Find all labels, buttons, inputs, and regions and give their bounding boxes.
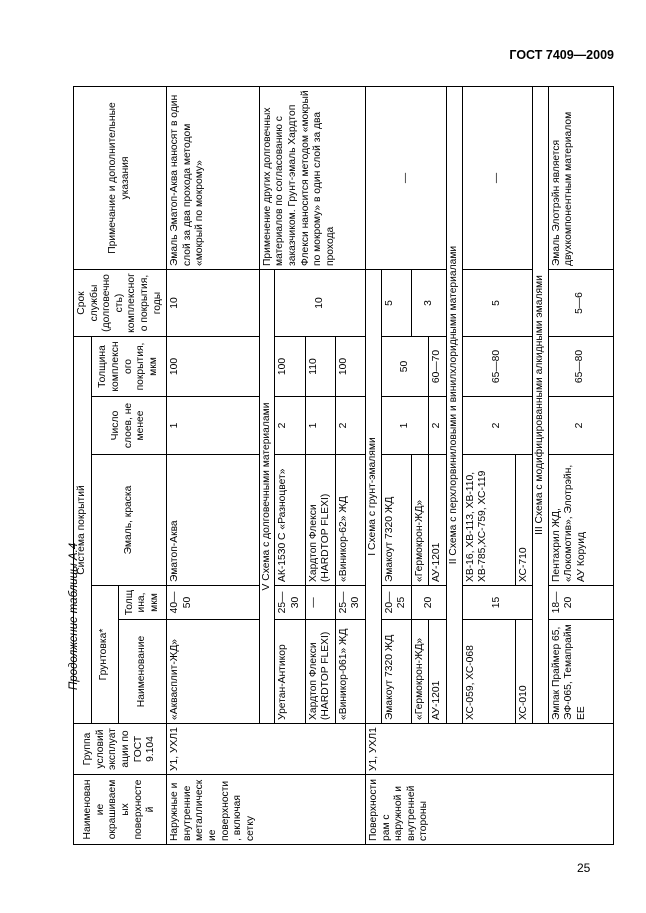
cell-thickness: 25—30	[335, 586, 365, 620]
col-enamel: Эмаль, краска	[91, 455, 167, 586]
cell-life: 5—6	[548, 270, 613, 337]
cell-note: —	[365, 87, 446, 270]
cell-group: У1, УХЛ1	[365, 724, 613, 775]
cell-note: Применение других долговечных материалов по согласованию с заказчиком. Грунт-эмаль Хардтоп Флекси наносится методом «мокрый по мокрому» в один слой за два прохода	[259, 87, 365, 270]
col-group: Группа условий эксплуатации по ГОСТ 9.104	[74, 724, 167, 775]
cell-total: 100	[275, 337, 305, 397]
cell-thickness: 15	[462, 586, 533, 620]
cell-enamel: Пентахрил ЖД, «Локомотив», Элотрэйн, АУ Коруид	[548, 455, 613, 586]
section-v-title: V Схема с долговечными материалами	[259, 270, 275, 724]
cell-thickness: —	[305, 586, 335, 620]
table-row	[167, 87, 260, 845]
cell-total: 100	[167, 337, 260, 397]
col-primer: Грунтовка*	[91, 586, 118, 724]
cell-enamel: Хардтоп Флекси (HARDTOP FLEXI)	[305, 455, 335, 586]
cell-enamel: Эмакоут 7320 ЖД	[381, 455, 411, 586]
cell-surface: Наружные и внутренние металлические поверхности, включая сетку	[167, 775, 260, 845]
coating-systems-table	[73, 86, 614, 845]
standard-number: ГОСТ 7409—2009	[509, 48, 614, 62]
col-layers: Число слоев, не менее	[91, 397, 167, 455]
cell-layers: 2	[462, 397, 533, 455]
cell-enamel: АК-1530 С «Разноцвет»	[275, 455, 305, 586]
cell-total: 50	[381, 337, 429, 397]
cell-enamel: ХВ-16, ХВ-113, ХВ-110, ХВ-785,ХС-759, ХС-119	[462, 455, 515, 586]
cell-total: 100	[335, 337, 365, 397]
cell-life: 10	[275, 270, 366, 337]
table-continuation-caption: Продолжение таблицы А.4	[68, 542, 80, 690]
cell-total: 65—80	[548, 337, 613, 397]
col-thickness: Толщина, мкм	[118, 586, 166, 620]
cell-layers: 2	[548, 397, 613, 455]
cell-layers: 2	[429, 397, 447, 455]
cell-primer: Хардтоп Флекси (HARDTOP FLEXI)	[305, 620, 335, 724]
section-iii-title: III Схема с модифицированными алкидными эмалями	[533, 87, 549, 724]
cell-primer: АУ-1201	[429, 620, 447, 724]
cell-total: 60—70	[429, 337, 447, 397]
cell-life: 5	[381, 270, 411, 337]
col-notes: Примечание и дополнительные указания	[74, 87, 167, 270]
cell-primer: Эмпак Праймер 65, ЭФ-065, Темапрайм ЕЕ	[548, 620, 613, 724]
cell-life: 3	[411, 270, 446, 337]
cell-primer: «Виникор-061» ЖД	[335, 620, 365, 724]
col-primer-name: Наименование	[118, 620, 166, 724]
cell-thickness: 20	[411, 586, 446, 620]
cell-note: Эмаль Эматоп-Аква наносят в один слой за два прохода методом «мокрый по мокрому»	[167, 87, 260, 270]
cell-primer: «Аквасплит-ЖД»	[167, 620, 260, 724]
col-system: Система покрытий	[74, 337, 92, 724]
cell-primer: ХС-059, ХС-068	[462, 620, 515, 724]
cell-note: Эмаль Элотрэйн является двухкомпонентным материалом	[548, 87, 613, 270]
cell-total: 65—80	[462, 337, 533, 397]
cell-thickness: 20—25	[381, 586, 411, 620]
col-surfaces: Наименование окрашиваемых поверхностей	[74, 775, 167, 845]
cell-enamel: «Виникор-62» ЖД	[335, 455, 365, 586]
cell-layers: 1	[305, 397, 335, 455]
section-ii-title: II Схема с перхлорвиниловыми и винилхлоридными материалами	[446, 87, 462, 724]
header-row-1	[74, 87, 92, 845]
cell-layers: 2	[335, 397, 365, 455]
cell-primer: Эмакоут 7320 ЖД	[381, 620, 411, 724]
page-number: 25	[577, 861, 591, 875]
cell-primer: Уретан-Антикор	[275, 620, 305, 724]
cell-life: 10	[167, 270, 260, 337]
rotated-table-container	[73, 87, 586, 845]
cell-group: У1, УХЛ1	[167, 724, 260, 775]
cell-layers: 1	[167, 397, 260, 455]
cell-layers: 2	[275, 397, 305, 455]
cell-thickness: 25—30	[275, 586, 305, 620]
col-total-thickness: Толщина комплексного покрытия, мкм	[91, 337, 167, 397]
cell-layers: 1	[381, 397, 429, 455]
cell-primer: «Гермокрон-ЖД»	[411, 620, 429, 724]
cell-note: —	[462, 87, 533, 270]
cell-enamel: Эматоп-Аква	[167, 455, 260, 586]
section-i-title: I Схема с грунт-эмалями	[365, 270, 381, 724]
cell-thickness: 40—50	[167, 586, 260, 620]
cell-surface: Поверхности рам с наружной и внутренней стороны	[365, 775, 613, 845]
cell-enamel: «Гермокрон-ЖД»	[411, 455, 429, 586]
col-service-life: Срок службы (долговечность) комплексного покрытия, годы	[74, 270, 167, 337]
section-row	[365, 87, 381, 845]
section-row	[259, 87, 275, 845]
cell-primer: ХС-010	[515, 620, 533, 724]
cell-enamel: АУ-1201	[429, 455, 447, 586]
cell-total: 110	[305, 337, 335, 397]
cell-life: 5	[462, 270, 533, 337]
cell-enamel: ХС-710	[515, 455, 533, 586]
cell-thickness: 18—20	[548, 586, 613, 620]
